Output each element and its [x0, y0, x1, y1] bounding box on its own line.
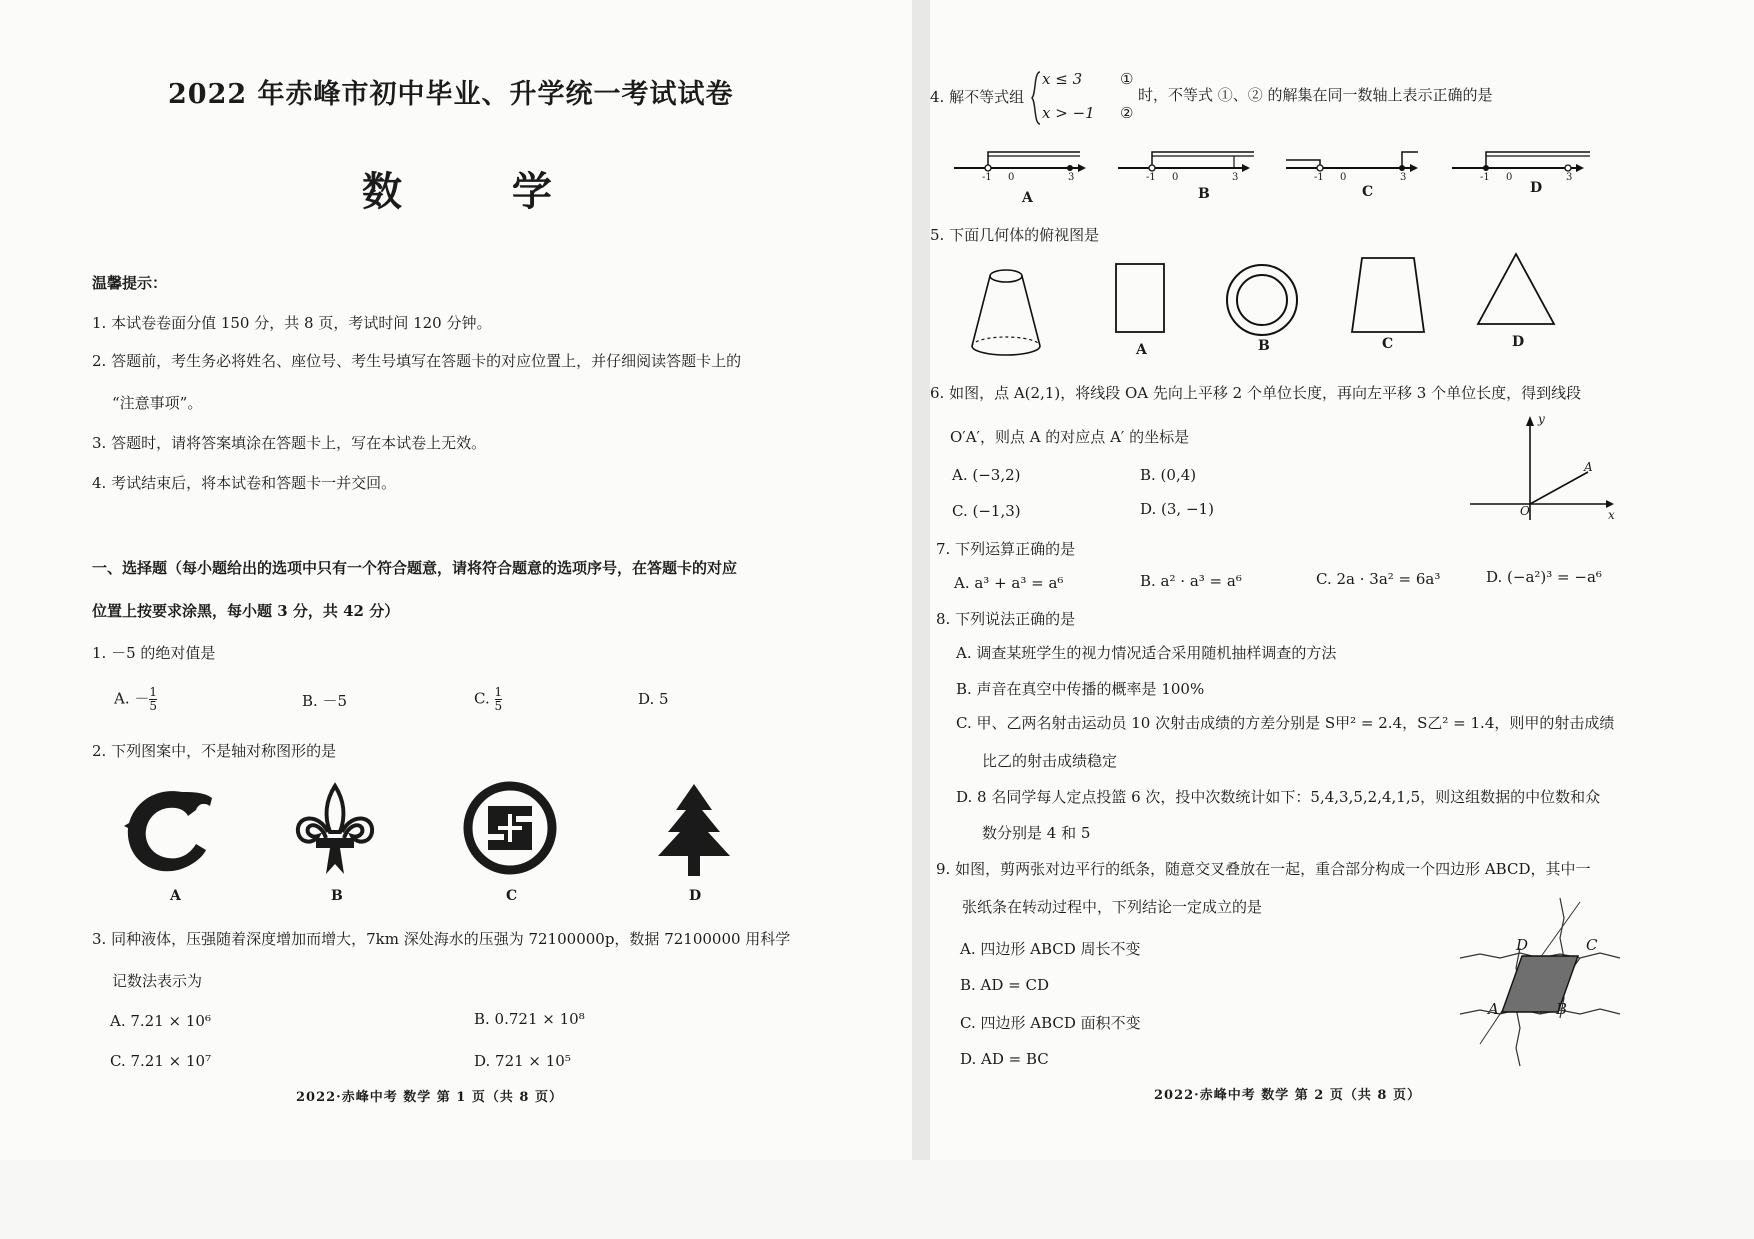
q2-label-c: C [506, 888, 518, 904]
footer-right: 2022·赤峰中考 数学 第 2 页（共 8 页） [1154, 1088, 1421, 1103]
q6-option-c: C. (−1,3) [952, 502, 1021, 520]
q4-c-tick-0: 0 [1340, 172, 1347, 183]
tip-item-4: 4. 考试结束后，将本试卷和答题卡一并交回。 [92, 474, 397, 492]
q2-stem: 2. 下列图案中，不是轴对称图形的是 [92, 742, 337, 760]
q3-stem-line2: 记数法表示为 [112, 972, 203, 990]
q9-option-d: D. AD = BC [960, 1050, 1049, 1068]
q7-stem: 7. 下列运算正确的是 [936, 540, 1076, 558]
trapezoid-view-icon [1350, 256, 1426, 336]
q1-option-c-fraction [495, 686, 503, 713]
q6-coordinate-graph [1470, 412, 1620, 522]
q4-suffix: 时，不等式 ①、② 的解集在同一数轴上表示正确的是 [1138, 86, 1493, 104]
q3-option-d: D. 721 × 10⁵ [474, 1052, 571, 1070]
exam-title: 2022 年赤峰市初中毕业、升学统一考试试卷 [168, 79, 734, 110]
q6-option-d: D. (3, −1) [1140, 500, 1214, 518]
q3-option-b: B. 0.721 × 10⁸ [474, 1010, 585, 1028]
q7-option-b: B. a² · a³ = a⁶ [1140, 572, 1242, 590]
q1-stem: 1. －5 的绝对值是 [92, 644, 216, 662]
q9-vertex-d-label: D [1516, 936, 1529, 954]
q3-option-a: A. 7.21 × 10⁶ [110, 1012, 211, 1030]
q6-point-a-label: A [1584, 460, 1593, 474]
q9-option-a: A. 四边形 ABCD 周长不变 [960, 940, 1141, 958]
q1-option-b: B. －5 [302, 692, 348, 710]
q7-option-c: C. 2a · 3a² = 6a³ [1316, 570, 1441, 588]
scan-bottom-margin [0, 1160, 1754, 1239]
q6-option-b: B. (0,4) [1140, 466, 1197, 484]
section-heading-line2: 位置上按要求涂黑，每小题 3 分，共 42 分） [92, 602, 400, 620]
q4-c-tick-neg1: -1 [1314, 172, 1324, 183]
q5-label-d: D [1512, 334, 1525, 350]
q6-stem-line1: 6. 如图，点 A(2,1)，将线段 OA 先向上平移 2 个单位长度，再向左平移 3 个单位长度，得到线段 [930, 384, 1582, 402]
q6-option-a: A. (−3,2) [952, 466, 1021, 484]
q4-a-tick-0: 0 [1008, 172, 1015, 183]
pine-tree-icon [652, 782, 736, 880]
page-gutter [912, 0, 930, 1160]
q3-option-c: C. 7.21 × 10⁷ [110, 1052, 212, 1070]
footer-left: 2022·赤峰中考 数学 第 1 页（共 8 页） [296, 1090, 563, 1105]
q4-label-d: D [1530, 180, 1543, 196]
q9-vertex-c-label: C [1586, 936, 1598, 954]
tip-item-1: 1. 本试卷卷面分值 150 分，共 8 页，考试时间 120 分钟。 [92, 314, 492, 332]
q4-ineq-1: x ≤ 3 [1042, 70, 1083, 88]
q8-option-c-line2: 比乙的射击成绩稳定 [982, 752, 1118, 770]
rectangle-view-icon [1114, 262, 1168, 336]
q1-option-c [474, 686, 502, 713]
subject-title: 数 学 [362, 168, 600, 215]
q6-origin-label: O [1520, 504, 1530, 518]
q9-vertex-a-label: A [1488, 1000, 1499, 1018]
dragon-c-icon [120, 780, 220, 880]
q4-d-tick-3: 3 [1566, 172, 1573, 183]
q9-vertex-b-label: B [1556, 1000, 1568, 1018]
q4-d-tick-0: 0 [1506, 172, 1513, 183]
q4-b-tick-neg1: -1 [1146, 172, 1156, 183]
q1-frac-num-a: 1 [149, 685, 158, 699]
q5-stem: 5. 下面几何体的俯视图是 [930, 226, 1100, 244]
bank-coin-icon [462, 780, 558, 876]
q8-option-d-line1: D. 8 名同学每人定点投篮 6 次，投中次数统计如下：5,4,3,5,2,4,1,5，则这组数据的中位数和众 [956, 788, 1601, 806]
q6-stem-line2: O′A′，则点 A 的对应点 A′ 的坐标是 [950, 428, 1190, 446]
q8-option-d-line2: 数分别是 4 和 5 [982, 824, 1091, 842]
q4-mark-1: ① [1120, 70, 1134, 88]
q5-label-a: A [1136, 342, 1147, 358]
q4-label-c: C [1362, 184, 1374, 200]
q3-stem-line1: 3. 同种液体，压强随着深度增加而增大，7km 深处海水的压强为 72100000p，数据 72100000 用科学 [92, 930, 791, 948]
q2-label-d: D [689, 888, 702, 904]
q9-option-c: C. 四边形 ABCD 面积不变 [960, 1014, 1141, 1032]
q8-stem: 8. 下列说法正确的是 [936, 610, 1076, 628]
q6-axis-y-label: y [1538, 412, 1545, 426]
q5-label-b: B [1258, 338, 1270, 354]
q9-option-b: B. AD = CD [960, 976, 1050, 994]
q4-label-b: B [1198, 186, 1210, 202]
q4-b-tick-3: 3 [1232, 172, 1239, 183]
q4-mark-2: ② [1120, 104, 1134, 122]
q4-label-a: A [1022, 190, 1033, 206]
q4-brace [1030, 70, 1042, 126]
q4-a-tick-neg1: -1 [982, 172, 992, 183]
q9-paper-strips-figure [1460, 898, 1630, 1068]
frustum-solid-icon [966, 266, 1046, 358]
q4-c-tick-3: 3 [1400, 172, 1407, 183]
q7-option-d: D. (−a²)³ = −a⁶ [1486, 568, 1602, 586]
q8-option-c-line1: C. 甲、乙两名射击运动员 10 次射击成绩的方差分别是 S甲² = 2.4，S乙² = 1.4，则甲的射击成绩 [956, 714, 1615, 732]
q9-stem-line1: 9. 如图，剪两张对边平行的纸条，随意交叉叠放在一起，重合部分构成一个四边形 ABCD，其中一 [936, 860, 1591, 878]
q1-option-d: D. 5 [638, 690, 669, 708]
q1-option-c-prefix: C. [474, 689, 490, 708]
tip-item-2-cont: “注意事项”。 [112, 394, 203, 412]
q8-option-b: B. 声音在真空中传播的概率是 100% [956, 680, 1205, 698]
q4-b-tick-0: 0 [1172, 172, 1179, 183]
q1-frac-num-c: 1 [494, 685, 503, 699]
q4-ineq-2: x > −1 [1042, 104, 1095, 122]
q4-d-tick-neg1: -1 [1480, 172, 1490, 183]
annulus-view-icon [1224, 262, 1300, 338]
tip-item-3: 3. 答题时，请将答案填涂在答题卡上，写在本试卷上无效。 [92, 434, 487, 452]
q1-option-a-prefix: A. － [114, 689, 150, 708]
q9-stem-line2: 张纸条在转动过程中，下列结论一定成立的是 [962, 898, 1263, 916]
q6-axis-x-label: x [1608, 508, 1615, 522]
tip-item-2: 2. 答题前，考生务必将姓名、座位号、考生号填写在答题卡的对应位置上，并仔细阅读答题卡上的 [92, 352, 742, 370]
q1-option-a [114, 686, 157, 713]
q2-label-a: A [170, 888, 181, 904]
q2-label-b: B [331, 888, 343, 904]
fleur-de-lis-icon [290, 782, 380, 880]
q7-option-a: A. a³ + a³ = a⁶ [954, 574, 1064, 592]
q1-frac-den-c: 5 [494, 699, 503, 713]
tips-heading: 温馨提示： [92, 274, 168, 292]
section-heading-line1: 一、选择题（每小题给出的选项中只有一个符合题意，请将符合题意的选项序号，在答题卡的对应 [92, 559, 738, 577]
q8-option-a: A. 调查某班学生的视力情况适合采用随机抽样调查的方法 [956, 644, 1337, 662]
triangle-view-icon [1476, 252, 1556, 328]
q1-frac-den-a: 5 [149, 699, 158, 713]
q1-option-a-fraction [149, 686, 157, 713]
q4-a-tick-3: 3 [1068, 172, 1075, 183]
q4-prefix: 4. 解不等式组 [930, 88, 1025, 106]
q5-label-c: C [1382, 336, 1394, 352]
